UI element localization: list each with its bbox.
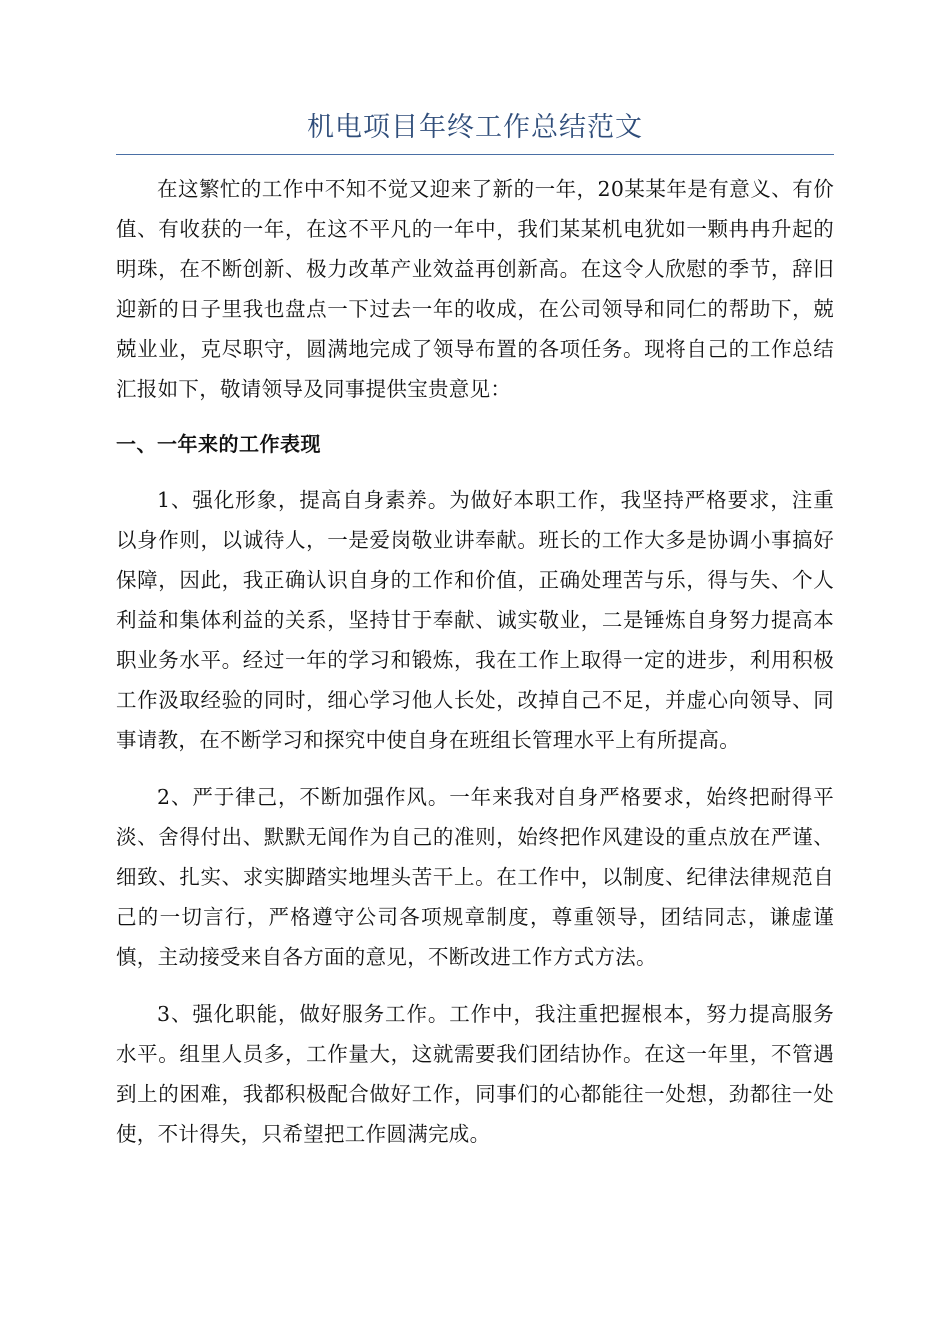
section-heading: 一、一年来的工作表现 xyxy=(116,432,321,456)
item-paragraph-1: 1、强化形象，提高自身素养。为做好本职工作，我坚持严格要求，注重以身作则，以诚待人，一是爱岗敬业讲奉献。班长的工作大多是协调小事搞好保障，因此，我正确认识自身的工作和价值，正确处理苦与乐，得与失、个人利益和集体利益的关系，坚持甘于奉献、诚实敬业，二是锤炼自身努力提高本职业务水平。经过一年的学习和锻炼，我在工作上取得一定的进步，利用积极工作汲取经验的同时，细心学习他人长处，改掉自己不足，并虚心向领导、同事请教，在不断学习和探究中使自身在班组长管理水平上有所提高。 xyxy=(116,488,834,752)
item-paragraph-3: 3、强化职能，做好服务工作。工作中，我注重把握根本，努力提高服务水平。组里人员多，工作量大，这就需要我们团结协作。在这一年里，不管遇到上的困难，我都积极配合做好工作，同事们的心都能往一处想，劲都往一处使，不计得失，只希望把工作圆满完成。 xyxy=(116,1002,834,1146)
item-paragraph-2: 2、严于律己，不断加强作风。一年来我对自身严格要求，始终把耐得平淡、舍得付出、默默无闻作为自己的准则，始终把作风建设的重点放在严谨、细致、扎实、求实脚踏实地埋头苦干上。在工作中，以制度、纪律法律规范自己的一切言行，严格遵守公司各项规章制度，尊重领导，团结同志，谦虚谨慎，主动接受来自各方面的意见，不断改进工作方式方法。 xyxy=(116,785,834,969)
title-underline xyxy=(116,154,834,155)
document-title: 机电项目年终工作总结范文 xyxy=(307,112,643,143)
intro-paragraph: 在这繁忙的工作中不知不觉又迎来了新的一年，20某某年是有意义、有价值、有收获的一年，在这不平凡的一年中，我们某某机电犹如一颗冉冉升起的明珠，在不断创新、极力改革产业效益再创新高。在这令人欣慰的季节，辞旧迎新的日子里我也盘点一下过去一年的收成，在公司领导和同仁的帮助下，兢兢业业，克尽职守，圆满地完成了领导布置的各项任务。现将自己的工作总结汇报如下，敬请领导及同事提供宝贵意见： xyxy=(116,177,834,401)
document-body xyxy=(116,169,834,1154)
